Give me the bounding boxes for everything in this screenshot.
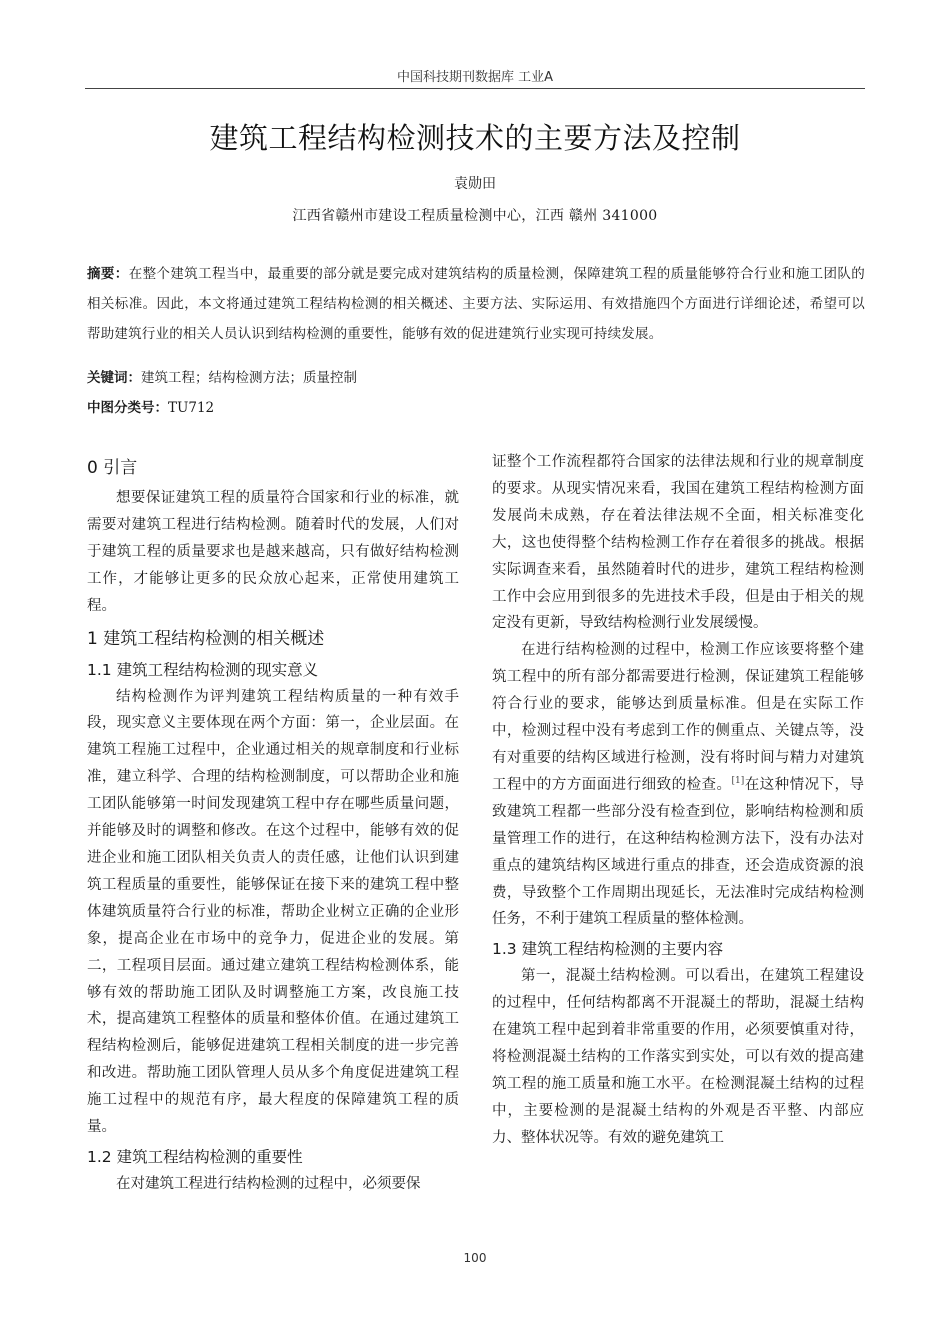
subsection-heading: 1.3 建筑工程结构检测的主要内容	[492, 940, 724, 959]
classification-text: TU712	[168, 400, 215, 416]
section-heading: 1 建筑工程结构检测的相关概述	[87, 628, 325, 649]
paragraph: 第一，混凝土结构检测。可以看出，在建筑工程建设的过程中，任何结构都离不开混凝土的帮助，混凝土结构在建筑工程中起到着非常重要的作用，必须要慎重对待，将检测混凝土结构的工作落实到实处，可以有效的提高建筑工程的施工质量和施工水平。在检测混凝土结构的过程中，主要检测的是混凝土结构的外观是否平整、内部应力、整体状况等。有效的避免建筑工	[492, 968, 864, 1146]
classification-number	[87, 396, 214, 420]
keywords-text: 建筑工程；结构检测方法；质量控制	[141, 370, 357, 386]
right-column	[492, 449, 864, 1152]
keywords-label: 关键词：	[87, 370, 141, 386]
left-column	[87, 449, 459, 1198]
paragraph: 证整个工作流程都符合国家的法律法规和行业的规章制度的要求。从现实情况来看，我国在建筑工程结构检测方面发展尚未成熟，存在着法律法规不全面，相关标准变化大，这也使得整个结构检测工作存在着很多的挑战。根据实际调查来看，虽然随着时代的进步，建筑工程结构检测工作中会应用到很多的先进技术手段，但是由于相关的规定没有更新，导致结构检测行业发展缓慢。	[492, 454, 864, 632]
abstract-label: 摘要：	[87, 266, 129, 282]
paragraph: 在对建筑工程进行结构检测的过程中，必须要保	[116, 1175, 421, 1192]
header-divider	[85, 88, 865, 89]
section-heading: 0 引言	[87, 458, 138, 478]
journal-header: 中国科技期刊数据库 工业A	[396, 70, 554, 85]
article-title: 建筑工程结构检测技术的主要方法及控制	[209, 121, 741, 155]
abstract	[87, 259, 865, 349]
classification-label: 中图分类号：	[87, 400, 168, 416]
author-affiliation: 江西省赣州市建设工程质量检测中心，江西 赣州 341000	[292, 208, 658, 224]
paragraph-text: 在这种情况下，导致建筑工程都一些部分没有检查到位，影响结构检测和质量管理工作的进行，在这种结构检测方法下，没有办法对重点的建筑结构区域进行重点的排查，还会造成资源的浪费，导致整个工作周期出现延长，无法准时完成结构检测任务，不利于建筑工程质量的整体检测。	[492, 776, 864, 928]
paragraph: 想要保证建筑工程的质量符合国家和行业的标准，就需要对建筑工程进行结构检测。随着时代的发展，人们对于建筑工程的质量要求也是越来越高，只有做好结构检测工作，才能够让更多的民众放心起来，正常使用建筑工程。	[87, 490, 459, 614]
paragraph: 结构检测作为评判建筑工程结构质量的一种有效手段，现实意义主要体现在两个方面：第一，企业层面。在建筑工程施工过程中，企业通过相关的规章制度和行业标准，建立科学、合理的结构检测制度，可以帮助企业和施工团队能够第一时间发现建筑工程中存在哪些质量问题，并能够及时的调整和修改。在这个过程中，能够有效的促进企业和施工团队相关负责人的责任感，让他们认识到建筑工程质量的重要性，能够保证在接下来的建筑工程中整体建筑质量符合行业的标准，帮助企业树立正确的企业形象，提高企业在市场中的竞争力，促进企业的发展。第二，工程项目层面。通过建立建筑工程结构检测体系，能够有效的帮助施工团队及时调整施工方案，改良施工技术，提高建筑工程整体的质量和整体价值。在通过建筑工程结构检测后，能够促进建筑工程相关制度的进一步完善和改进。帮助施工团队管理人员从多个角度促进建筑工程施工过程中的规范有序，最大程度的保障建筑工程的质量。	[87, 688, 459, 1136]
paragraph	[492, 637, 864, 933]
citation-ref[interactable]: [1]	[731, 776, 745, 787]
abstract-text: 在整个建筑工程当中，最重要的部分就是要完成对建筑结构的质量检测，保障建筑工程的质量能够符合行业和施工团队的相关标准。因此，本文将通过建筑工程结构检测的相关概述、主要方法、实际运用、有效措施四个方面进行详细论述，希望可以帮助建筑行业的相关人员认识到结构检测的重要性，能够有效的促进建筑行业实现可持续发展。	[87, 266, 865, 342]
subsection-heading: 1.2 建筑工程结构检测的重要性	[87, 1147, 303, 1166]
paragraph-text: 在进行结构检测的过程中，检测工作应该要将整个建筑工程中的所有部分都需要进行检测，保证建筑工程能够符合行业的要求，能够达到质量标准。但是在实际工作中，检测过程中没有考虑到工作的侧重点、关键点等，没有对重要的结构区域进行检测，没有将时间与精力对建筑工程中的方方面面进行细致的检查。	[492, 642, 864, 793]
author-name: 袁勋田	[454, 176, 496, 192]
keywords	[87, 366, 357, 390]
page-number: 100	[463, 1251, 487, 1265]
subsection-heading: 1.1 建筑工程结构检测的现实意义	[87, 660, 319, 679]
